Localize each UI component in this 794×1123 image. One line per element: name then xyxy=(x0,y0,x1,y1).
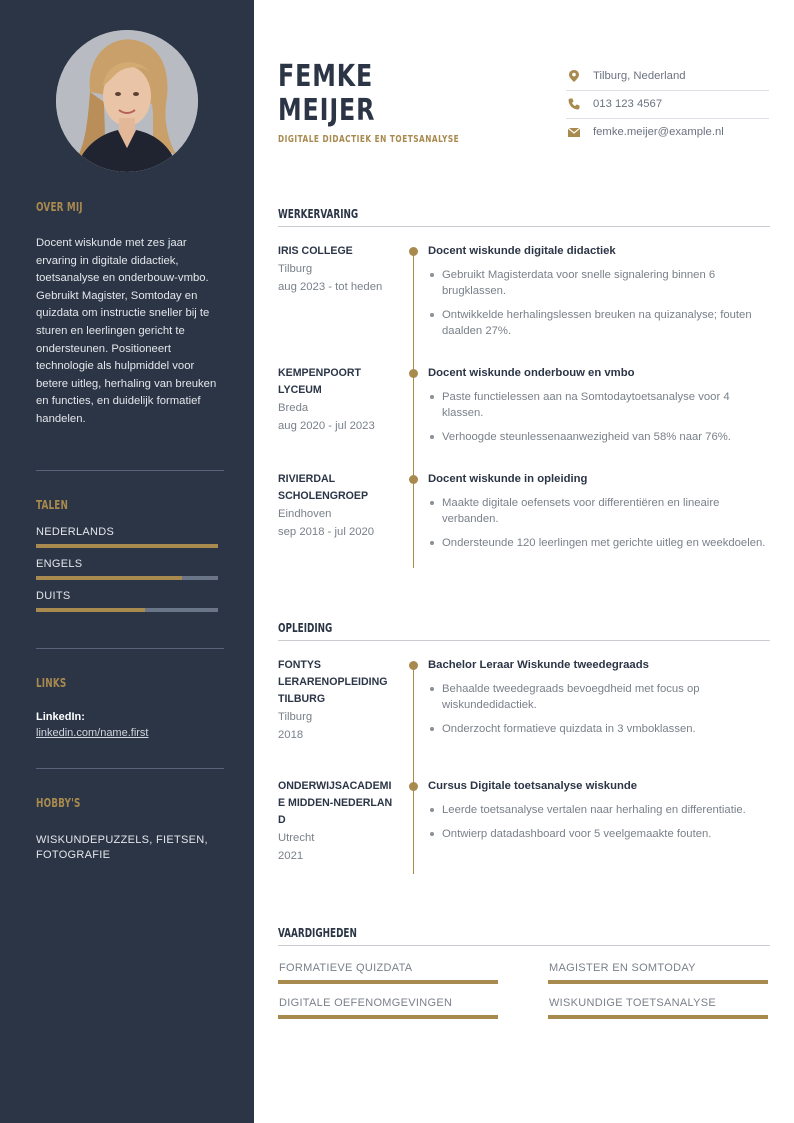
about-text: Docent wiskunde met zes jaar ervaring in digitale didactiek, toetsanalyse en onderbouw-vmbo. Gebruikt Magister, Somtoday en quizdata om instructie sneller bij te sturen en leerlingen gericht te ondersteunen. Positioneert technologie als hulpmiddel voor betere uitleg, herhaling van breuken en functies, en duidelijk formatief handelen. xyxy=(36,237,217,425)
language-name: DUITS xyxy=(36,590,71,602)
entry-dates: aug 2020 - jul 2023 xyxy=(278,420,375,432)
skills-heading: VAARDIGHEDEN xyxy=(278,926,357,940)
experience-timeline xyxy=(413,250,414,568)
entry-org: FONTYS LERARENOPLEIDING TILBURG xyxy=(278,659,388,705)
sidebar xyxy=(0,0,254,1123)
skill-name: WISKUNDIGE TOETSANALYSE xyxy=(549,997,717,1009)
sidebar-divider xyxy=(36,768,224,769)
linkedin-link[interactable]: linkedin.com/name.first xyxy=(36,727,149,739)
skill-bar xyxy=(278,1015,498,1019)
links-section xyxy=(36,676,224,741)
phone-icon xyxy=(566,98,582,110)
about-heading: OVER MIJ xyxy=(36,200,83,214)
timeline-dot xyxy=(409,782,418,791)
contact-phone-text: 013 123 4567 xyxy=(593,98,663,110)
entry-dates: 2018 xyxy=(278,729,304,741)
language-level-bar xyxy=(36,608,218,612)
education-heading: OPLEIDING xyxy=(278,621,333,635)
language-level-fill xyxy=(36,576,182,580)
entry-place: Eindhoven xyxy=(278,508,332,520)
skill-item xyxy=(548,997,768,1019)
skill-bar xyxy=(548,980,768,984)
skill-item xyxy=(548,962,768,984)
sidebar-divider xyxy=(36,470,224,471)
section-rule xyxy=(278,640,770,641)
section-rule xyxy=(278,945,770,946)
contact-email xyxy=(566,118,769,146)
entry-role: Bachelor Leraar Wiskunde tweedegraads xyxy=(428,659,649,671)
entry-bullet: Gebruikt Magisterdata voor snelle signalering binnen 6 brugklassen. xyxy=(428,267,770,299)
about-section xyxy=(36,200,224,429)
entry-org: RIVIERDAL SCHOLENGROEP xyxy=(278,473,369,502)
entry-bullet: Behaalde tweedegraads bevoegdheid met focus op wiskundedidactiek. xyxy=(428,681,770,713)
entry-bullet: Leerde toetsanalyse vertalen naar herhaling en differentiatie. xyxy=(428,802,770,818)
language-level-bar xyxy=(36,576,218,580)
entry-dates: aug 2023 - tot heden xyxy=(278,281,383,293)
linkedin-label: LinkedIn: xyxy=(36,711,85,723)
timeline-dot xyxy=(409,661,418,670)
entry-org: KEMPENPOORT LYCEUM xyxy=(278,367,361,396)
experience-heading: WERKERVARING xyxy=(278,207,359,221)
skill-bar xyxy=(278,980,498,984)
education-timeline xyxy=(413,664,414,874)
timeline-dot xyxy=(409,369,418,378)
sidebar-divider xyxy=(36,648,224,649)
entry-org: IRIS COLLEGE xyxy=(278,245,353,257)
entry-bullet: Ondersteunde 120 leerlingen met gerichte uitleg en weekdoelen. xyxy=(428,535,770,551)
entry-role: Docent wiskunde digitale didactiek xyxy=(428,245,616,257)
entry-place: Breda xyxy=(278,402,309,414)
entry-role: Docent wiskunde in opleiding xyxy=(428,473,588,485)
timeline-dot xyxy=(409,475,418,484)
hobbies-text: WISKUNDEPUZZELS, FIETSEN, FOTOGRAFIE xyxy=(36,834,208,861)
skill-bar xyxy=(548,1015,768,1019)
entry-role: Docent wiskunde onderbouw en vmbo xyxy=(428,367,635,379)
entry-bullet: Paste functielessen aan na Somtodaytoetsanalyse voor 4 klassen. xyxy=(428,389,770,421)
contact-location xyxy=(566,62,769,90)
entry-bullet: Maakte digitale oefensets voor differentiëren en lineaire verbanden. xyxy=(428,495,770,527)
skill-name: FORMATIEVE QUIZDATA xyxy=(279,962,413,974)
person-name xyxy=(278,60,375,128)
links-heading: LINKS xyxy=(36,676,67,690)
entry-dates: 2021 xyxy=(278,850,304,862)
last-name: MEIJER xyxy=(278,93,376,128)
hobbies-section xyxy=(36,796,224,863)
entry-bullet: Verhoogde steunlessenaanwezigheid van 58% naar 76%. xyxy=(428,429,770,445)
language-level-fill xyxy=(36,608,145,612)
language-item xyxy=(36,558,224,580)
skill-item xyxy=(278,997,498,1019)
entry-place: Utrecht xyxy=(278,832,315,844)
languages-section xyxy=(36,498,224,612)
timeline-dot xyxy=(409,247,418,256)
entry-dates: sep 2018 - jul 2020 xyxy=(278,526,375,538)
first-name: FEMKE xyxy=(278,59,374,94)
entry-org: ONDERWIJSACADEMIE MIDDEN-NEDERLAND xyxy=(278,780,393,826)
skill-name: DIGITALE OEFENOMGEVINGEN xyxy=(279,997,453,1009)
language-item xyxy=(36,526,224,548)
entry-bullet: Ontwierp datadashboard voor 5 veelgemaakte fouten. xyxy=(428,826,770,842)
language-level-bar xyxy=(36,544,218,548)
portrait-image xyxy=(56,30,198,172)
envelope-icon xyxy=(566,128,582,137)
section-rule xyxy=(278,226,770,227)
contact-location-text: Tilburg, Nederland xyxy=(593,70,686,82)
entry-place: Tilburg xyxy=(278,711,313,723)
profile-photo xyxy=(56,30,198,172)
language-level-fill xyxy=(36,544,218,548)
contact-email-text: femke.meijer@example.nl xyxy=(593,126,724,138)
skill-item xyxy=(278,962,498,984)
entry-role: Cursus Digitale toetsanalyse wiskunde xyxy=(428,780,638,792)
hobbies-heading: HOBBY'S xyxy=(36,796,81,810)
language-name: ENGELS xyxy=(36,558,83,570)
language-item xyxy=(36,590,224,612)
entry-bullet: Onderzocht formatieve quizdata in 3 vmboklassen. xyxy=(428,721,770,737)
entry-place: Tilburg xyxy=(278,263,313,275)
languages-heading: TALEN xyxy=(36,498,69,512)
entry-bullet: Ontwikkelde herhalingslessen breuken na quizanalyse; fouten daalden 27%. xyxy=(428,307,770,339)
job-subtitle: DIGITALE DIDACTIEK EN TOETSANALYSE xyxy=(278,134,460,145)
skill-name: MAGISTER EN SOMTODAY xyxy=(549,962,696,974)
location-pin-icon xyxy=(566,70,582,82)
contact-phone xyxy=(566,90,769,118)
language-name: NEDERLANDS xyxy=(36,526,115,538)
